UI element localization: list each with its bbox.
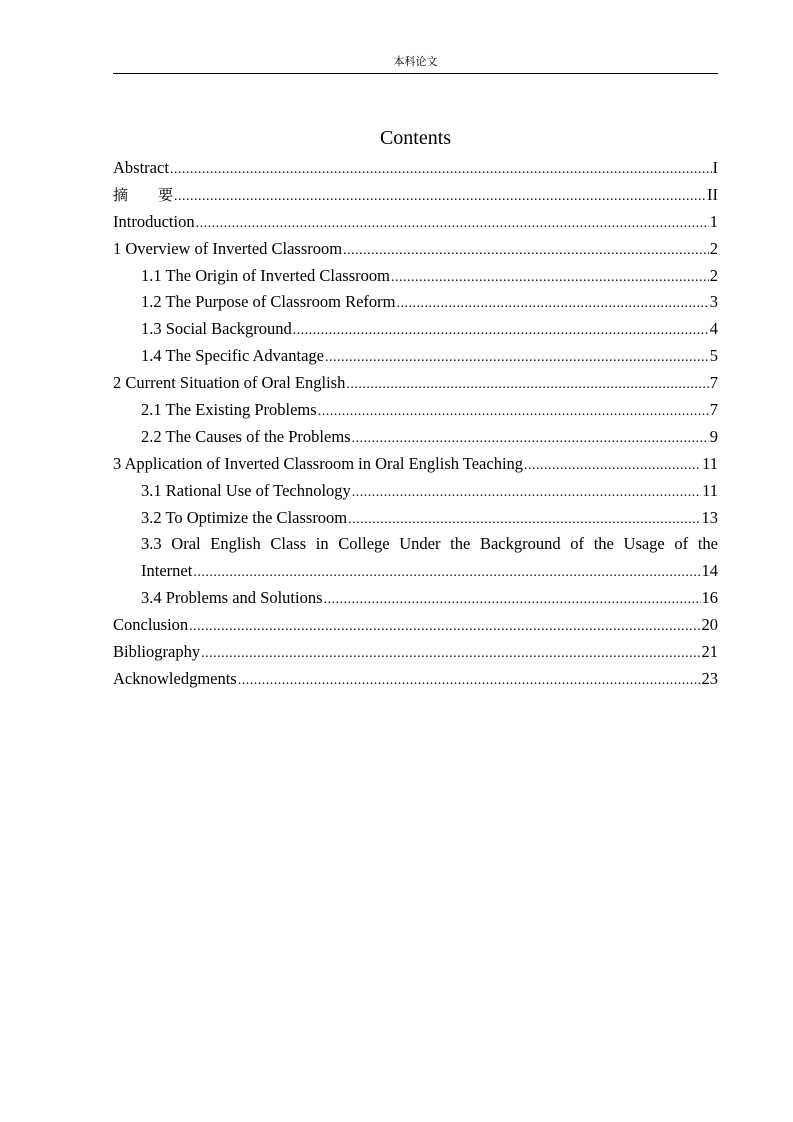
toc-page-number: 7	[709, 400, 718, 420]
toc-entry-chapter-1[interactable]	[113, 236, 718, 263]
toc-leader-dots	[193, 560, 700, 587]
toc-entry-text: 1.2 The Purpose of Classroom Reform	[141, 292, 396, 312]
toc-entry-section-3-2[interactable]	[113, 505, 718, 532]
header-rule	[113, 73, 718, 74]
toc-entry-section-3-4[interactable]	[113, 585, 718, 612]
toc-page-number: 2	[709, 265, 718, 285]
toc-entry-section-3-1[interactable]	[113, 478, 718, 505]
toc-title: Contents	[379, 127, 452, 149]
toc-page-number: 4	[709, 319, 718, 339]
toc-entry-section-2-1[interactable]	[113, 397, 718, 424]
toc-entry-text: Abstract	[113, 158, 169, 177]
toc-entry-text: 2.2 The Causes of the Problems	[141, 426, 351, 446]
toc-page-number: 11	[702, 453, 718, 473]
toc-leader-dots	[170, 157, 712, 184]
toc-page-number: 21	[701, 642, 718, 662]
toc-entry-text: Conclusion	[113, 615, 189, 635]
toc-entry-abstract-cn[interactable]	[113, 182, 718, 209]
toc-leader-dots	[524, 453, 701, 480]
toc-page-number: 9	[709, 426, 718, 446]
toc-page-number: 7	[709, 373, 718, 393]
toc-leader-dots	[343, 238, 709, 265]
toc-entry-text: 2.1 The Existing Problems	[141, 400, 317, 420]
toc-page-number: 1	[709, 211, 718, 231]
toc-leader-dots	[201, 641, 700, 668]
toc-entry-section-1-3[interactable]	[113, 316, 718, 343]
toc-entry-text: 3.1 Rational Use of Technology	[141, 480, 351, 500]
toc-leader-dots	[325, 345, 709, 372]
toc-entry-text: 3 Application of Inverted Classroom in Oral English Teaching	[113, 453, 524, 473]
toc-entry-text: Internet	[141, 561, 193, 581]
toc-page-number: 20	[701, 615, 718, 635]
toc-leader-dots	[391, 265, 709, 292]
toc-entry-section-1-2[interactable]	[113, 289, 718, 316]
toc-leader-dots	[324, 587, 701, 614]
toc-entry-text: Acknowledgments	[113, 668, 237, 688]
toc-entry-text: 2 Current Situation of Oral English	[113, 373, 346, 393]
toc-leader-dots	[348, 507, 700, 534]
toc-entry-chapter-2[interactable]	[113, 370, 718, 397]
toc-leader-dots	[174, 184, 706, 211]
toc-entry-text: 1 Overview of Inverted Classroom	[113, 238, 343, 258]
toc-entry-section-1-1[interactable]	[113, 263, 718, 290]
toc-leader-dots	[196, 211, 709, 238]
toc-entry-section-2-2[interactable]	[113, 424, 718, 451]
toc-page-number: 5	[709, 346, 718, 366]
toc-entry-section-3-3[interactable]	[113, 531, 718, 558]
toc-page-number: 13	[701, 507, 718, 527]
toc-leader-dots	[238, 668, 701, 695]
toc-page-number: 14	[701, 561, 718, 581]
toc-entry-text: 1.3 Social Background	[141, 319, 292, 339]
toc-leader-dots	[318, 399, 709, 426]
toc-page-number: 3	[709, 292, 718, 312]
toc-leader-dots	[352, 480, 701, 507]
toc-entry-acknowledgments[interactable]	[113, 666, 718, 693]
toc-entry-text: Introduction	[113, 211, 195, 231]
toc-entry-section-3-3-continued[interactable]	[113, 558, 718, 585]
toc-entry-section-1-4[interactable]	[113, 343, 718, 370]
toc-page-number: 2	[709, 238, 718, 258]
toc-entry-text: 1.1 The Origin of Inverted Classroom	[141, 265, 390, 285]
toc-page-number: II	[707, 184, 718, 204]
toc-entry-chapter-3[interactable]	[113, 451, 718, 478]
toc-leader-dots	[397, 291, 709, 318]
toc-entry-text: 摘 要	[113, 185, 174, 204]
toc-page-number: 23	[701, 668, 718, 688]
toc-page-number: 11	[702, 480, 718, 500]
toc-entry-text: 3.4 Problems and Solutions	[141, 588, 323, 608]
toc-entry-text: 3.2 To Optimize the Classroom	[141, 507, 348, 527]
toc-leader-dots	[293, 318, 709, 345]
toc-entry-text: 3.3 Oral English Class in College Under the Background of the Usage of the	[141, 534, 718, 554]
toc-leader-dots	[352, 426, 709, 453]
toc-entry-introduction[interactable]	[113, 209, 718, 236]
toc-entry-abstract[interactable]	[113, 155, 718, 182]
toc-leader-dots	[346, 372, 708, 399]
toc-entry-conclusion[interactable]	[113, 612, 718, 639]
toc-entry-text: 1.4 The Specific Advantage	[141, 346, 324, 366]
toc-leader-dots	[189, 614, 700, 641]
page-header: 本科论文	[393, 56, 438, 68]
toc-entry-bibliography[interactable]	[113, 639, 718, 666]
toc-entry-text: Bibliography	[113, 642, 201, 662]
toc-page-number: I	[712, 158, 718, 177]
table-of-contents	[113, 155, 718, 693]
toc-page-number: 16	[701, 588, 718, 608]
